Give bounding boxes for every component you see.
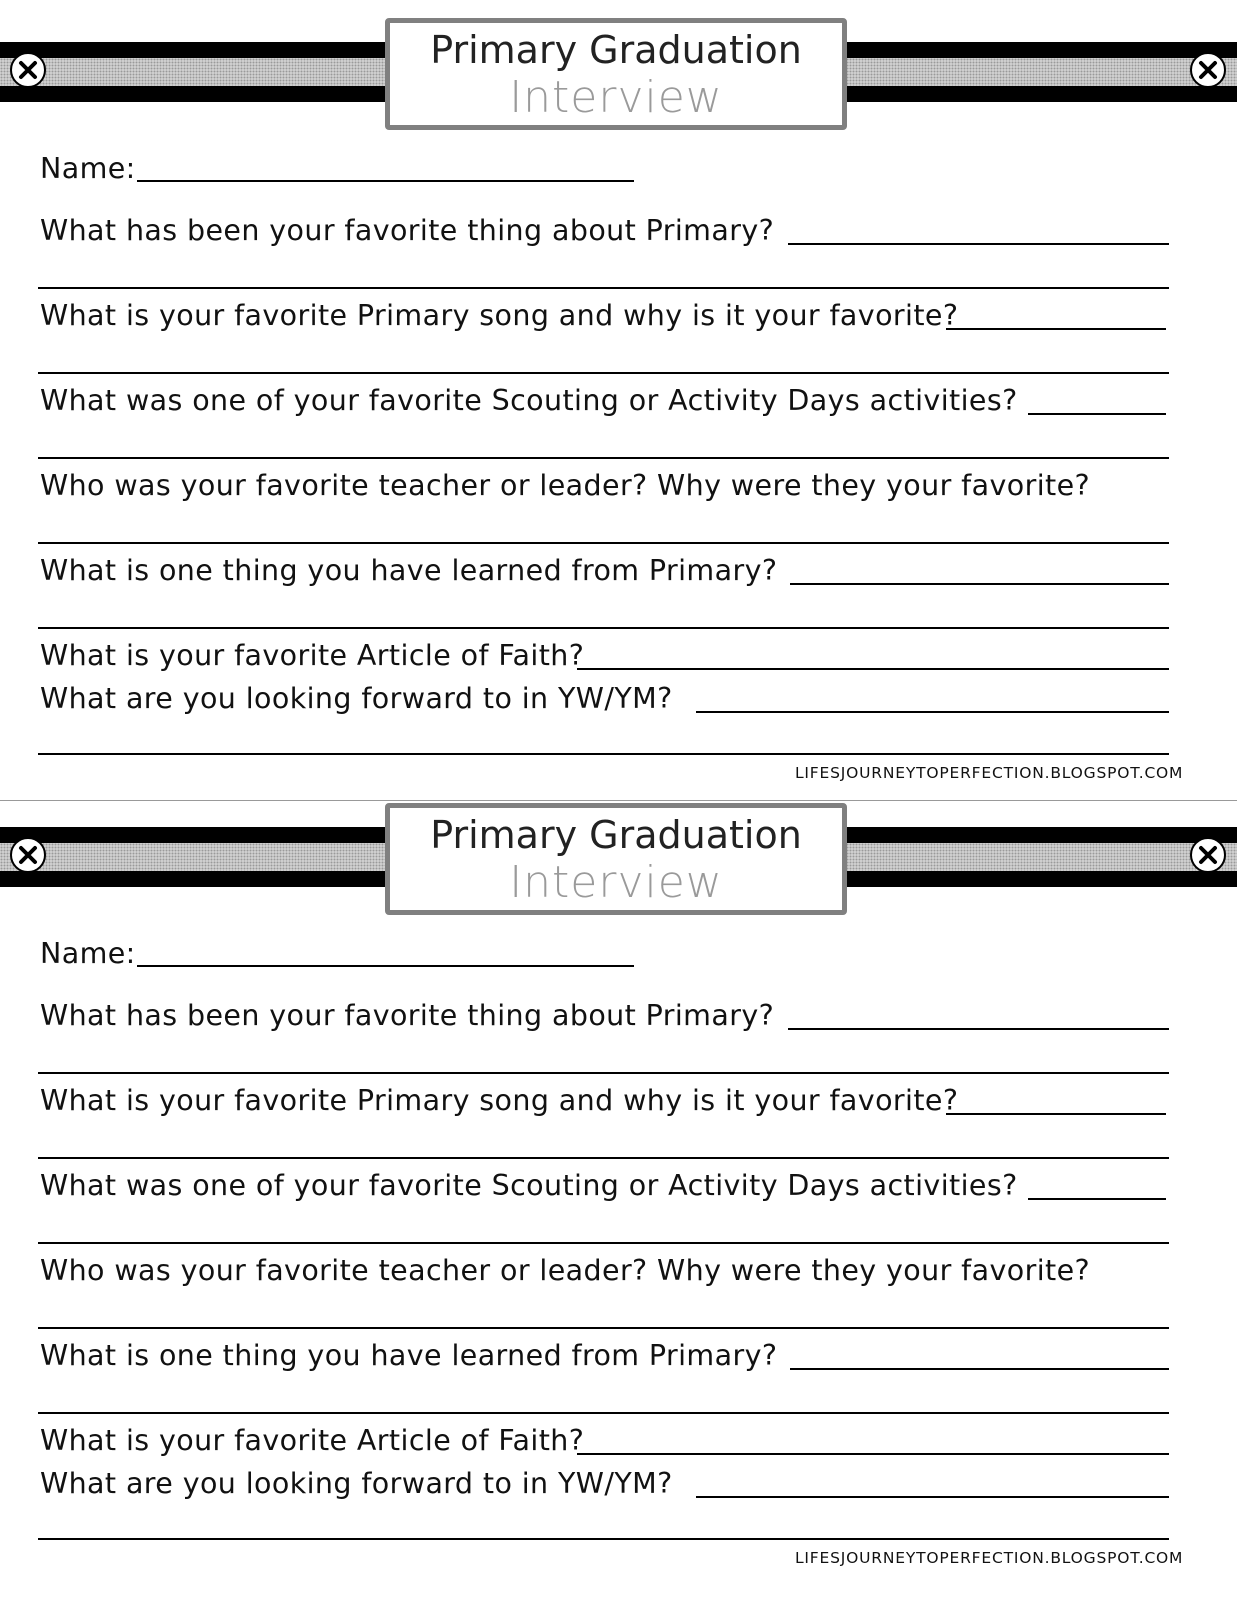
answer-line[interactable] (946, 1113, 1166, 1115)
question-favorite-song: What is your favorite Primary song and why is it your favorite? (40, 299, 959, 332)
answer-line[interactable] (38, 1072, 1169, 1074)
question-favorite-thing: What has been your favorite thing about Primary? (40, 214, 775, 247)
answer-line[interactable] (788, 1028, 1169, 1030)
name-answer-line[interactable] (137, 965, 634, 967)
answer-line[interactable] (38, 1157, 1169, 1159)
answer-line[interactable] (696, 1496, 1169, 1498)
title-box (385, 18, 847, 130)
footer-url: LIFESJOURNEYTOPERFECTION.BLOGSPOT.COM (795, 1549, 1184, 1567)
answer-line[interactable] (38, 627, 1169, 629)
question-favorite-song: What is your favorite Primary song and why is it your favorite? (40, 1084, 959, 1117)
answer-line[interactable] (38, 287, 1169, 289)
interview-card-bottom (0, 801, 1237, 1601)
question-article-of-faith: What is your favorite Article of Faith? (40, 1424, 585, 1457)
answer-line[interactable] (1028, 1198, 1166, 1200)
answer-line[interactable] (38, 1412, 1169, 1414)
question-looking-forward: What are you looking forward to in YW/YM? (40, 1467, 673, 1500)
question-learned: What is one thing you have learned from Primary? (40, 554, 778, 587)
question-favorite-activity: What was one of your favorite Scouting or Activity Days activities? (40, 1169, 1018, 1202)
answer-line[interactable] (946, 328, 1166, 330)
footer-url: LIFESJOURNEYTOPERFECTION.BLOGSPOT.COM (795, 764, 1184, 782)
question-learned: What is one thing you have learned from Primary? (40, 1339, 778, 1372)
answer-line[interactable] (696, 711, 1169, 713)
interview-card-top (0, 0, 1237, 800)
title: Primary Graduation (430, 28, 802, 72)
question-favorite-teacher: Who was your favorite teacher or leader? Why were they your favorite? (40, 469, 1091, 502)
question-looking-forward: What are you looking forward to in YW/YM? (40, 682, 673, 715)
answer-line[interactable] (788, 243, 1169, 245)
subtitle: Interview (509, 72, 723, 123)
question-favorite-teacher: Who was your favorite teacher or leader? Why were they your favorite? (40, 1254, 1091, 1287)
answer-line[interactable] (38, 753, 1169, 755)
answer-line[interactable] (38, 1538, 1169, 1540)
answer-line[interactable] (38, 542, 1169, 544)
answer-line[interactable] (38, 457, 1169, 459)
question-article-of-faith: What is your favorite Article of Faith? (40, 639, 585, 672)
x-circle-icon (1190, 52, 1226, 88)
x-circle-icon (10, 52, 46, 88)
answer-line[interactable] (1028, 413, 1166, 415)
name-label: Name: (40, 937, 136, 970)
x-circle-icon (10, 837, 46, 873)
x-circle-icon (1190, 837, 1226, 873)
answer-line[interactable] (38, 1327, 1169, 1329)
subtitle: Interview (509, 857, 723, 908)
name-label: Name: (40, 152, 136, 185)
answer-line[interactable] (38, 1242, 1169, 1244)
title-box (385, 803, 847, 915)
question-favorite-activity: What was one of your favorite Scouting or Activity Days activities? (40, 384, 1018, 417)
answer-line[interactable] (790, 1368, 1169, 1370)
answer-line[interactable] (38, 372, 1169, 374)
question-favorite-thing: What has been your favorite thing about Primary? (40, 999, 775, 1032)
answer-line[interactable] (577, 668, 1169, 670)
name-answer-line[interactable] (137, 180, 634, 182)
answer-line[interactable] (790, 583, 1169, 585)
answer-line[interactable] (577, 1453, 1169, 1455)
title: Primary Graduation (430, 813, 802, 857)
